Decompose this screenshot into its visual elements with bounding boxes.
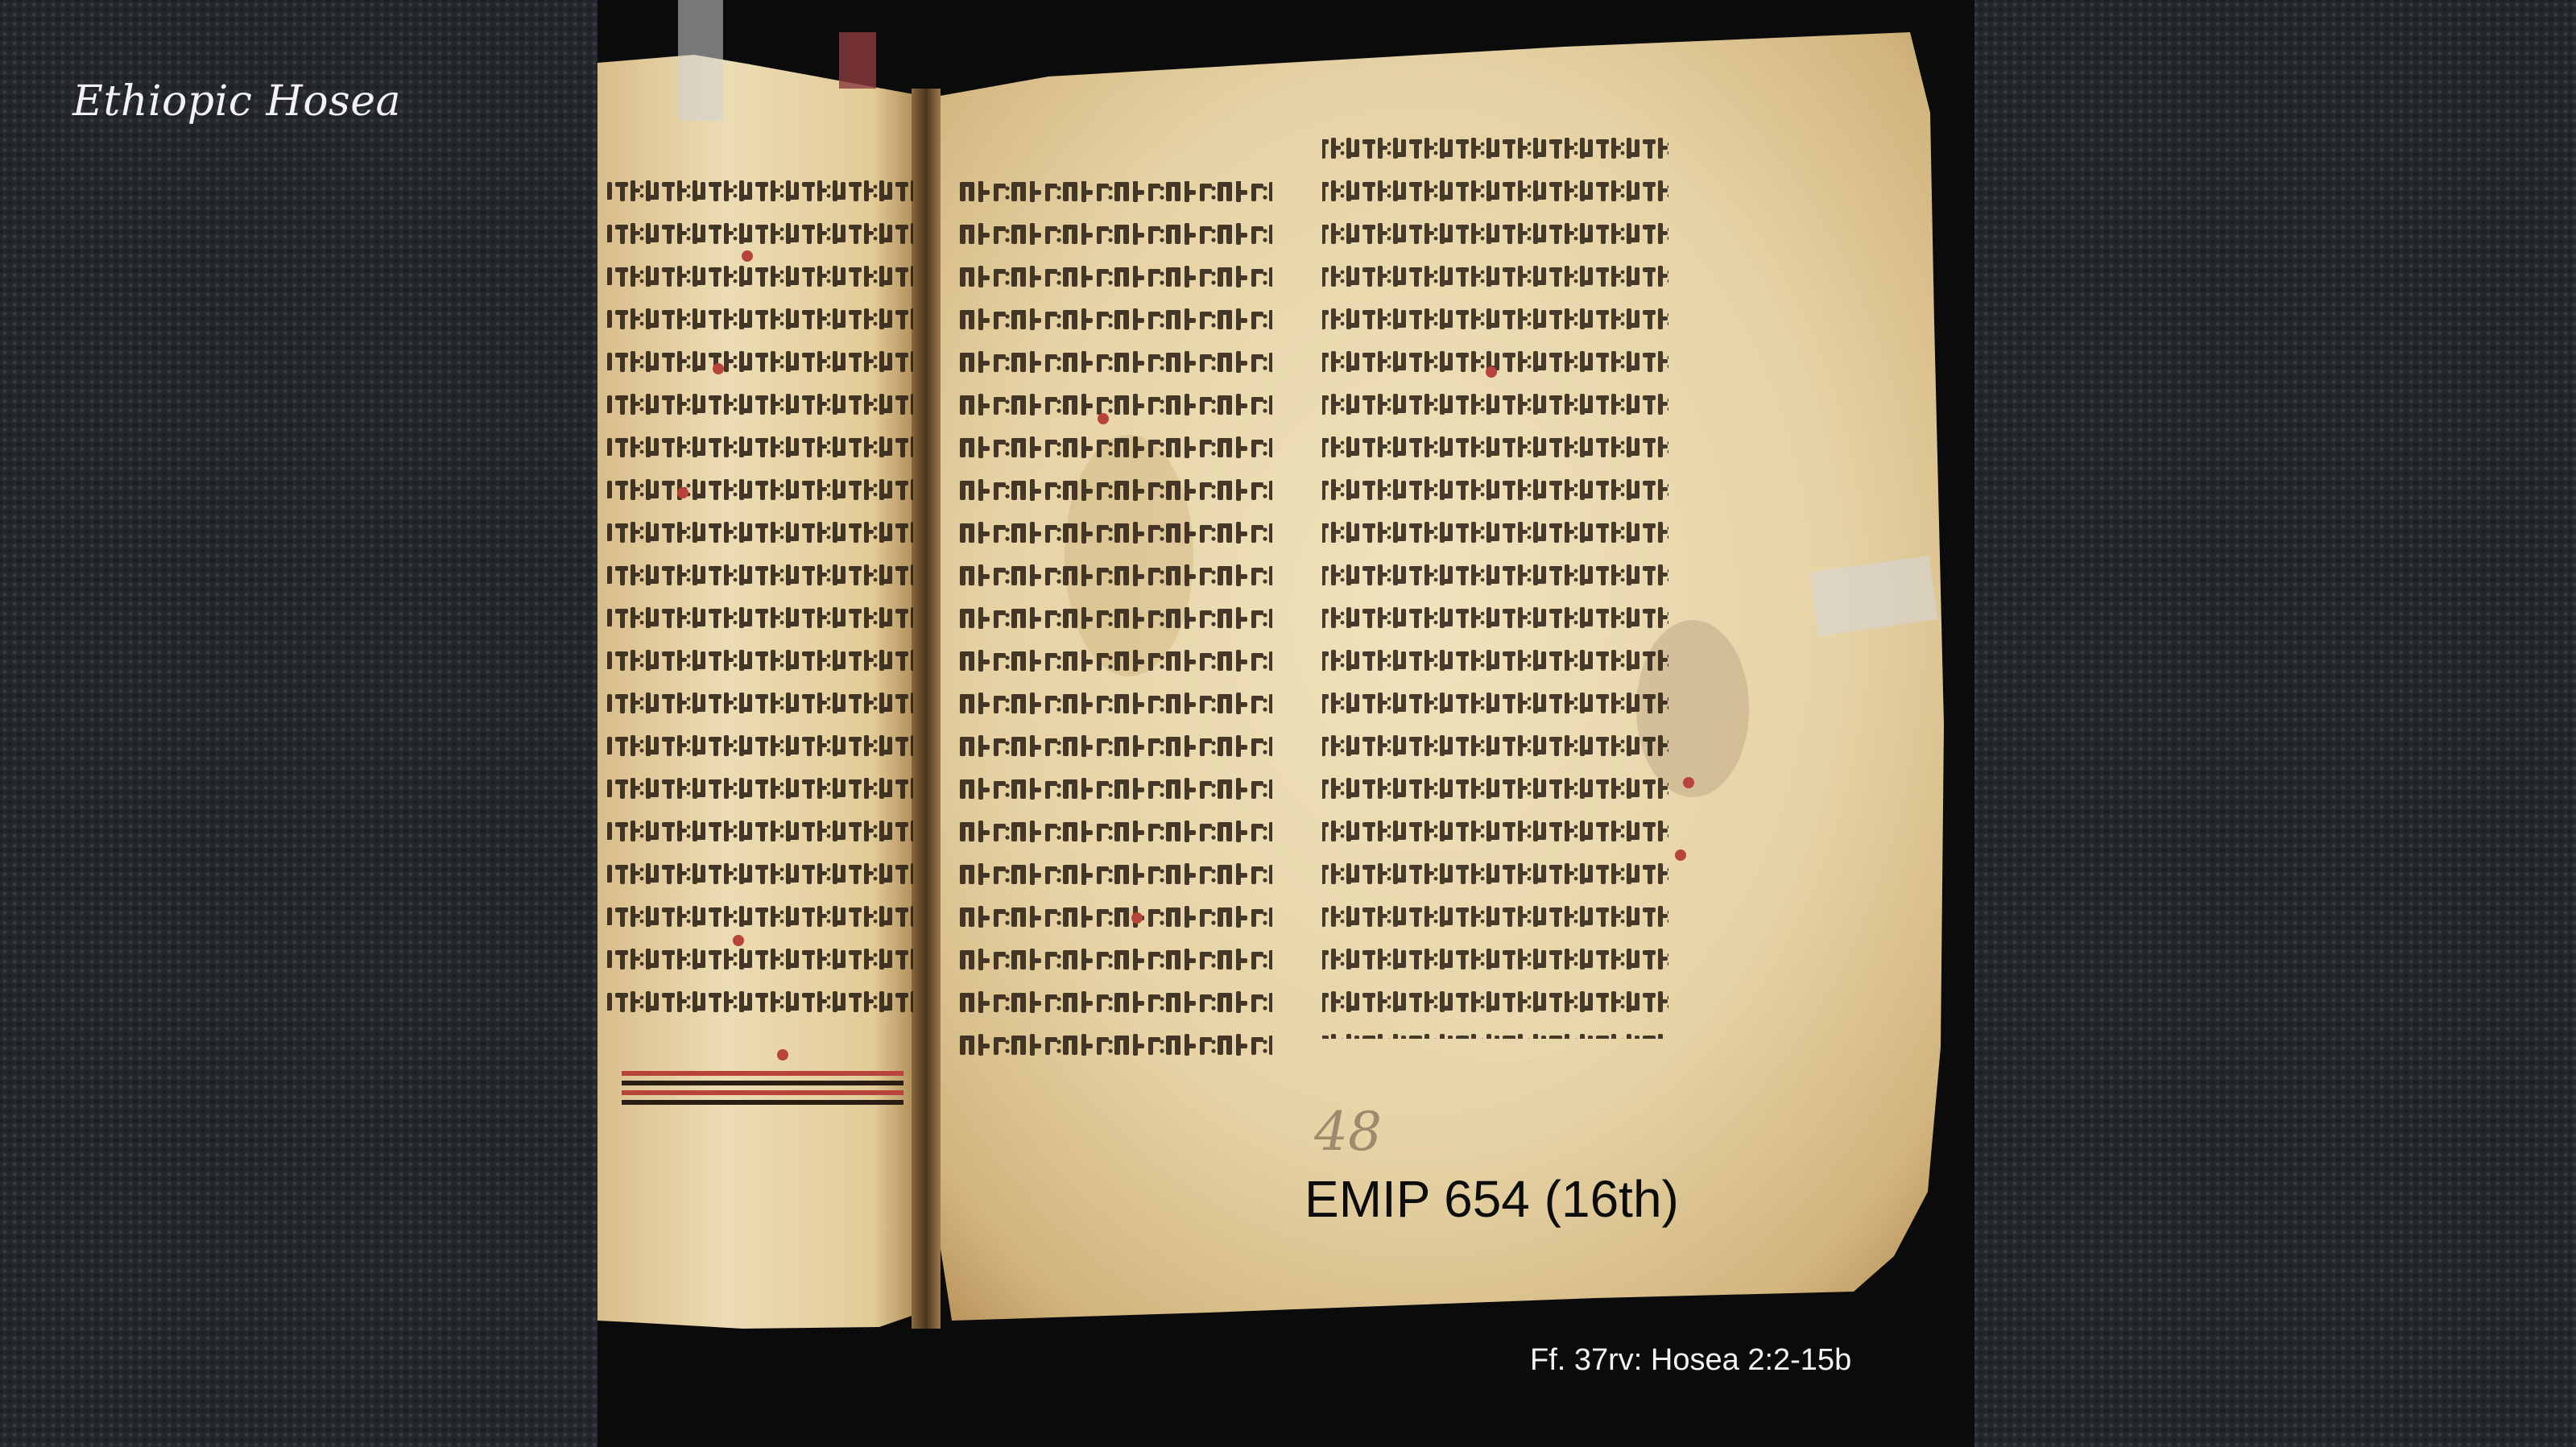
manuscript-photo: [597, 0, 1974, 1447]
slide-title: Ethiopic Hosea: [72, 77, 401, 126]
folio-number: 48: [1314, 1101, 1382, 1163]
manuscript-illustration: [597, 0, 1974, 1447]
folio-caption: Ff. 37rv: Hosea 2:2-15b: [1530, 1343, 1852, 1377]
shelfmark-label: EMIP 654 (16th): [1305, 1170, 1679, 1228]
